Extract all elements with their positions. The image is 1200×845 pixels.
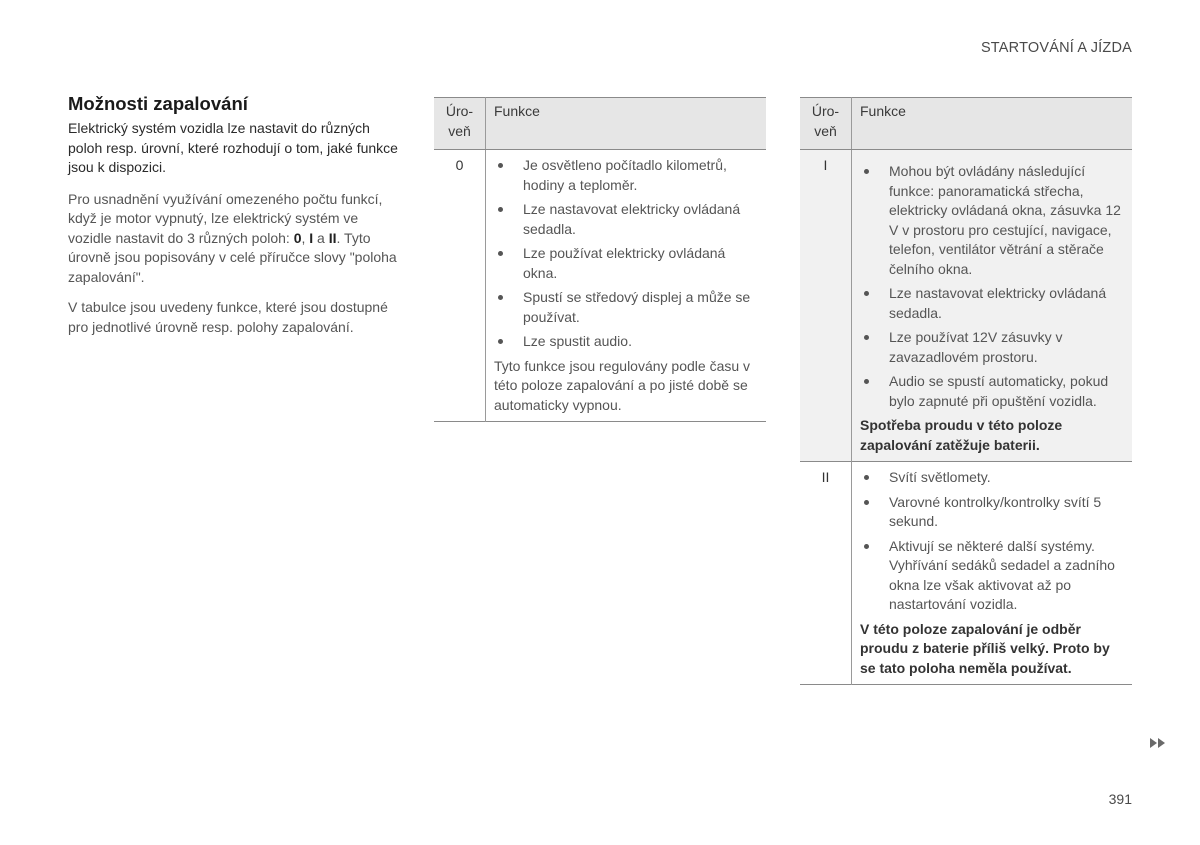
function-cell <box>486 150 767 422</box>
page-heading: Možnosti zapalování <box>68 93 248 114</box>
intro-paragraph: Elektrický systém vozidla lze nastavit do různých poloh resp. úrovní, které rozhodují o tom, jaké funkce jsou k dispozici. <box>68 120 398 175</box>
ignition-table-level-0 <box>434 97 766 422</box>
level-cell: I <box>800 150 852 462</box>
function-header: Funkce <box>486 98 767 150</box>
level-header <box>800 98 852 150</box>
double-triangle-right-icon <box>1150 738 1166 748</box>
position-0: 0 <box>293 229 302 246</box>
list-item: Lze nastavovat elektricky ovládaná sedadla. <box>860 284 1124 323</box>
list-item: Svítí světlomety. <box>860 468 1124 488</box>
list-item: Mohou být ovládány následující funkce: panoramatická střecha, elektricky ovládaná okna, zásuvka 12 V v prostoru pro cestující, navigace, telefon, ventilátor větrání a stěrače čelního okna. <box>860 162 1124 279</box>
level-header-line2: veň <box>448 122 471 139</box>
list-item: Lze nastavovat elektricky ovládaná sedadla. <box>494 200 758 239</box>
table-info-paragraph: V tabulce jsou uvedeny funkce, které jsou dostupné pro jednotlivé úrovně resp. polohy zapalování. <box>68 299 388 335</box>
function-list <box>860 162 1124 411</box>
list-item: Spustí se středový displej a může se používat. <box>494 288 758 327</box>
ignition-table-levels-1-2 <box>800 97 1132 685</box>
level-header-line1: Úro- <box>811 103 840 119</box>
function-list <box>860 468 1124 615</box>
warning-note: Spotřeba proudu v této poloze zapalování zatěžuje baterii. <box>860 417 1063 453</box>
function-list <box>494 156 758 352</box>
intro-column <box>68 93 398 348</box>
table-row <box>800 462 1132 685</box>
function-cell <box>852 150 1133 462</box>
list-item: Audio se spustí automaticky, pokud bylo zapnuté při opuštění vozidla. <box>860 372 1124 411</box>
level-header-line2: veň <box>814 122 837 139</box>
text: . Tyto úrovně jsou popisovány v celé příručce slovy "poloha zapalování". <box>68 229 397 285</box>
level-header-line1: Úro- <box>445 103 474 119</box>
level-header <box>434 98 486 150</box>
positions-paragraph <box>68 190 398 288</box>
function-cell <box>852 462 1133 685</box>
position-2: II <box>328 229 337 246</box>
list-item: Lze používat elektricky ovládaná okna. <box>494 244 758 283</box>
text: a <box>313 229 329 246</box>
function-header: Funkce <box>852 98 1133 150</box>
level-cell: II <box>800 462 852 685</box>
table-row <box>800 150 1132 462</box>
page-number: 391 <box>1108 791 1132 807</box>
list-item: Aktivují se některé další systémy. Vyhřívání sedáků sedadel a zadního okna lze však aktivovat až po nastartování vozidla. <box>860 537 1124 615</box>
list-item: Varovné kontrolky/kontrolky svítí 5 sekund. <box>860 493 1124 532</box>
list-item: Lze používat 12V zásuvky v zavazadlovém prostoru. <box>860 328 1124 367</box>
level-cell: 0 <box>434 150 486 422</box>
warning-note: V této poloze zapalování je odběr proudu z baterie příliš velký. Proto by se tato poloha neměla používat. <box>860 620 1110 676</box>
list-item: Je osvětleno počítadlo kilometrů, hodiny a teploměr. <box>494 156 758 195</box>
text: , <box>301 229 310 246</box>
section-title: STARTOVÁNÍ A JÍZDA <box>980 40 1132 56</box>
position-1: I <box>309 229 314 246</box>
function-note: Tyto funkce jsou regulovány podle času v této poloze zapalování a po jisté době se automaticky vypnou. <box>494 357 751 413</box>
text: Pro usnadnění využívání omezeného počtu funkcí, když je motor vypnutý, lze elektrický systém ve vozidle nastavit do 3 různých poloh: <box>68 190 383 246</box>
table-row <box>434 150 766 422</box>
list-item: Lze spustit audio. <box>494 332 758 352</box>
